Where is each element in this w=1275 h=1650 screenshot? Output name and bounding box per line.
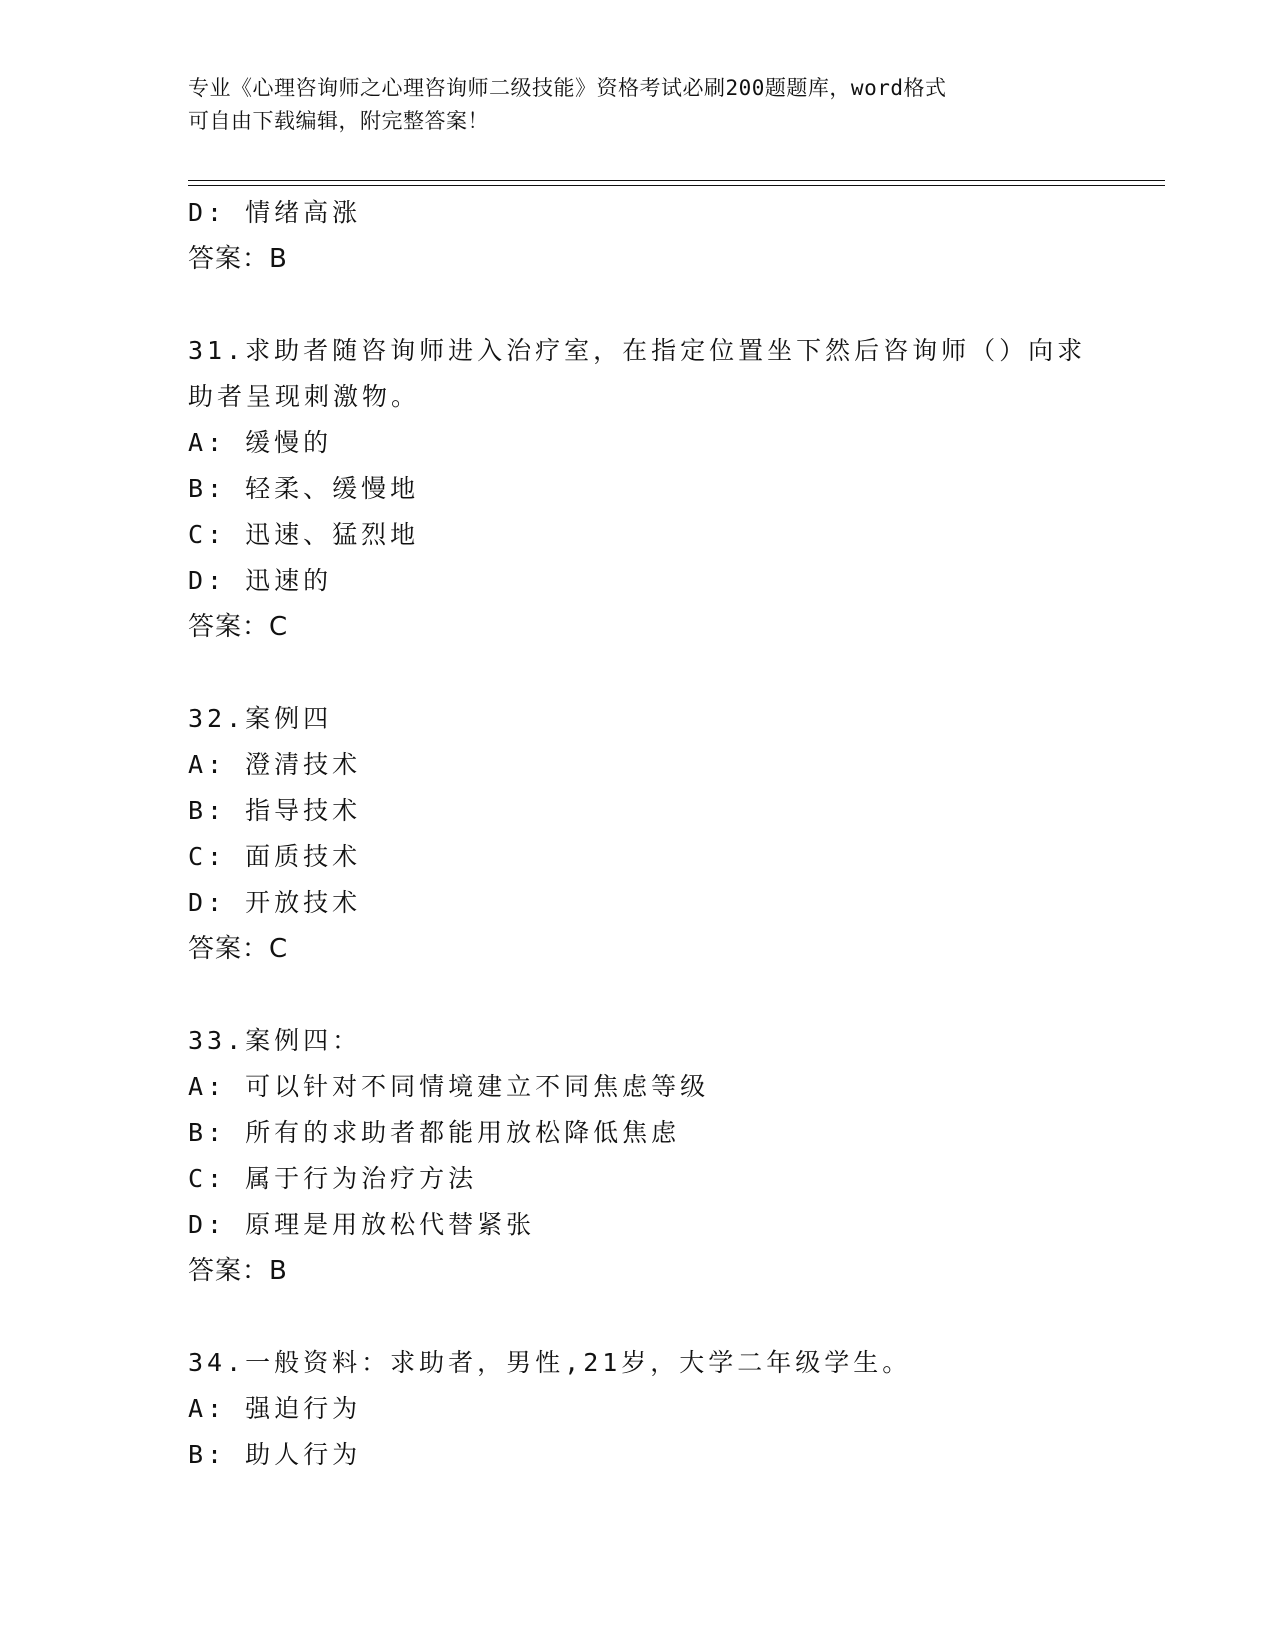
option-c: C: 迅速、猛烈地 xyxy=(188,520,420,549)
header-divider xyxy=(188,180,1165,186)
option-d: D: 开放技术 xyxy=(188,888,362,917)
header-line-2: 可自由下载编辑，附完整答案！ xyxy=(188,109,489,133)
option-c: C: 面质技术 xyxy=(188,842,362,871)
document-header xyxy=(188,72,1088,138)
option-d: D: 原理是用放松代替紧张 xyxy=(188,1210,536,1239)
header-line-1: 专业《心理咨询师之心理咨询师二级技能》资格考试必刷200题题库，word格式 xyxy=(188,76,947,100)
question-31 xyxy=(188,328,1088,650)
option-a: A: 缓慢的 xyxy=(188,428,333,457)
option-b: B: 助人行为 xyxy=(188,1440,362,1469)
option-c: C: 属于行为治疗方法 xyxy=(188,1164,478,1193)
question-33 xyxy=(188,1018,1088,1294)
option-b: B: 指导技术 xyxy=(188,796,362,825)
question-stem: 33.案例四： xyxy=(188,1026,362,1055)
option-b: B: 所有的求助者都能用放松降低焦虑 xyxy=(188,1118,681,1147)
question-stem: 32.案例四 xyxy=(188,704,333,733)
option-d: D: 迅速的 xyxy=(188,566,333,595)
option-a: A: 澄清技术 xyxy=(188,750,362,779)
question-list xyxy=(188,190,1088,1478)
option-a: A: 可以针对不同情境建立不同焦虑等级 xyxy=(188,1072,710,1101)
answer: 答案：C xyxy=(188,934,289,964)
option-d: D: 情绪高涨 xyxy=(188,198,362,227)
question-34 xyxy=(188,1340,1088,1478)
question-30-tail xyxy=(188,190,1088,282)
question-stem: 31.求助者随咨询师进入治疗室，在指定位置坐下然后咨询师（）向求 xyxy=(188,336,1087,365)
option-a: A: 强迫行为 xyxy=(188,1394,362,1423)
question-stem: 34.一般资料：求助者，男性,21岁，大学二年级学生。 xyxy=(188,1348,912,1377)
question-stem-continued: 助者呈现刺激物。 xyxy=(188,382,421,411)
answer: 答案：B xyxy=(188,244,288,274)
answer: 答案：C xyxy=(188,612,289,642)
question-32 xyxy=(188,696,1088,972)
answer: 答案：B xyxy=(188,1256,288,1286)
option-b: B: 轻柔、缓慢地 xyxy=(188,474,420,503)
